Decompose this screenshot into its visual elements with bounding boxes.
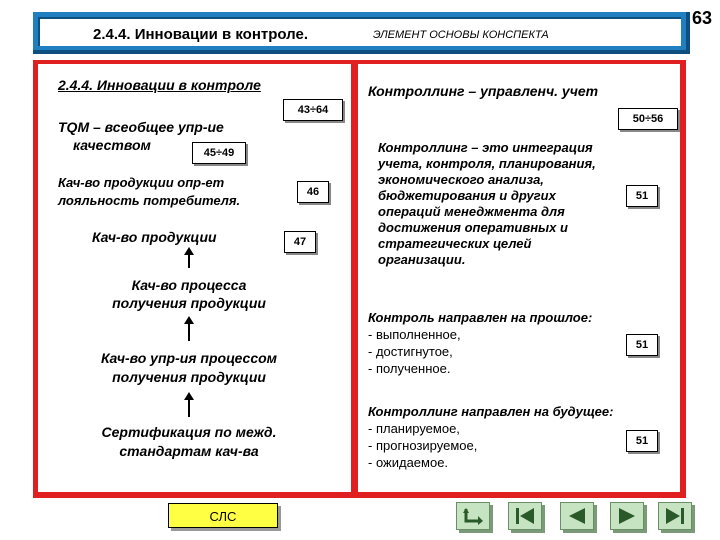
chain-process-line-1: Кач-во процесса	[131, 277, 247, 293]
definition-line: достижения оперативных и	[378, 220, 568, 235]
control-past-item: - полученное.	[368, 361, 451, 376]
loyalty-line-1: Кач-во продукции опр-ет	[58, 175, 225, 190]
right-heading-badge: 50÷56	[618, 108, 678, 130]
slide-subtitle: ЭЛЕМЕНТ ОСНОВЫ КОНСПЕКТА	[373, 29, 549, 41]
definition-line: бюджетирования и других	[378, 188, 556, 203]
first-slide-button[interactable]	[508, 502, 542, 530]
control-past-item: - выполненное,	[368, 327, 461, 342]
control-past-badge: 51	[626, 334, 658, 356]
previous-icon	[566, 507, 588, 525]
chain-management-line-1: Кач-во упр-ия процессом	[100, 350, 278, 366]
chain-management-line-2: получения продукции	[112, 369, 266, 385]
controlling-future-item: - ожидаемое.	[368, 455, 449, 470]
controlling-future-heading: Контроллинг направлен на будущее:	[368, 404, 614, 419]
control-past-item: - достигнутое,	[368, 344, 453, 359]
tqm-line-1: TQM – всеобщее упр-ие	[58, 119, 224, 135]
loyalty-line-2: лояльность потребителя.	[58, 193, 241, 208]
arrow-shaft	[188, 254, 190, 268]
title-bar	[33, 12, 690, 54]
definition-line: стратегических целей	[378, 236, 532, 251]
right-heading: Контроллинг – управленч. учет	[368, 83, 599, 99]
next-button[interactable]	[610, 502, 644, 530]
loyalty-badge: 46	[297, 181, 329, 203]
last-slide-icon	[664, 507, 686, 525]
first-slide-icon	[514, 507, 536, 525]
definition-line: экономического анализа,	[378, 172, 544, 187]
return-icon	[462, 507, 484, 525]
slide-title: 2.4.4. Инновации в контроле.	[93, 26, 309, 43]
definition-line: Контроллинг – это интеграция	[378, 140, 593, 155]
previous-button[interactable]	[560, 502, 594, 530]
chain-product-quality: Кач-во продукции	[92, 229, 217, 245]
chain-cert-line-1: Сертификация по межд.	[101, 424, 277, 440]
return-button[interactable]	[456, 502, 490, 530]
page-number: 63	[691, 8, 712, 28]
tqm-badge: 45÷49	[192, 142, 246, 164]
definition-line: организации.	[378, 252, 466, 267]
definition-badge: 51	[626, 185, 658, 207]
controlling-future-badge: 51	[626, 430, 658, 452]
product-quality-badge: 47	[284, 231, 316, 253]
definition-line: учета, контроля, планирования,	[378, 156, 596, 171]
tqm-line-2: качеством	[73, 137, 151, 153]
last-slide-button[interactable]	[658, 502, 692, 530]
next-icon	[616, 507, 638, 525]
chain-cert-line-2: стандартам кач-ва	[119, 443, 259, 459]
control-past-heading: Контроль направлен на прошлое:	[368, 310, 593, 325]
left-heading-badge: 43÷64	[283, 99, 343, 121]
controlling-future-item: - планируемое,	[368, 421, 460, 436]
controlling-future-item: - прогнозируемое,	[368, 438, 478, 453]
chain-process-line-2: получения продукции	[112, 295, 266, 311]
arrow-shaft	[188, 399, 190, 417]
slc-button[interactable]: СЛС	[168, 503, 278, 528]
definition-text	[378, 140, 648, 268]
left-heading: 2.4.4. Инновации в контроле	[58, 77, 261, 93]
arrow-shaft	[188, 323, 190, 341]
definition-line: операций менеджмента для	[378, 204, 565, 219]
